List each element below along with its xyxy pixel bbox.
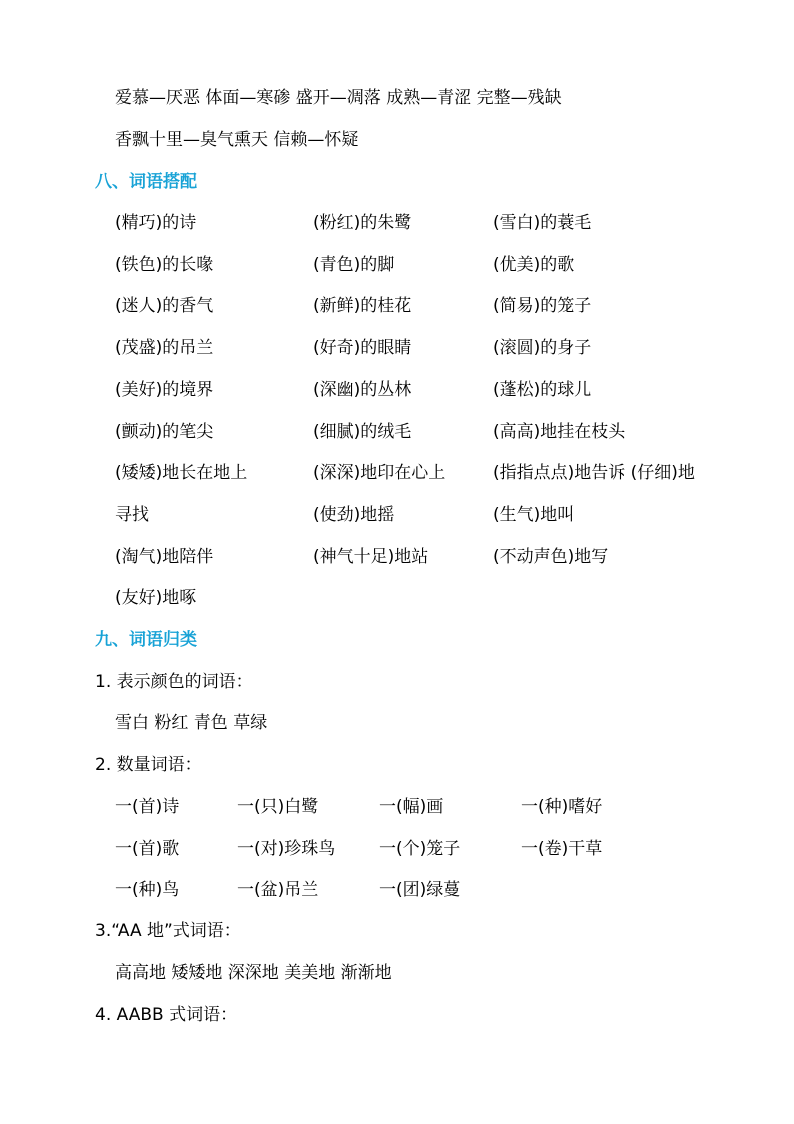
collocation-cell: (茂盛)的吊兰: [115, 338, 214, 358]
collocation-cell: (精巧)的诗: [115, 213, 197, 233]
collocation-cell: (好奇)的眼睛: [313, 338, 412, 358]
collocation-cell: (指指点点)地告诉 (仔细)地: [493, 463, 695, 483]
item-1-label: 1. 表示颜色的词语：: [95, 672, 253, 692]
measure-word-cell: 一(对)珍珠鸟: [237, 839, 336, 859]
collocation-cell: (颤动)的笔尖: [115, 422, 214, 442]
measure-word-cell: 一(首)诗: [115, 797, 180, 817]
collocation-cell: (雪白)的蓑毛: [493, 213, 592, 233]
collocation-cell: (高高)地挂在枝头: [493, 422, 626, 442]
collocation-cell: (粉红)的朱鹭: [313, 213, 412, 233]
collocation-cell: (滚圆)的身子: [493, 338, 592, 358]
collocation-cell: (淘气)地陪伴: [115, 547, 214, 567]
collocation-cell: (使劲)地摇: [313, 505, 395, 525]
collocation-cell: (神气十足)地站: [313, 547, 429, 567]
measure-word-cell: 一(团)绿蔓: [379, 880, 461, 900]
collocation-cell: (迷人)的香气: [115, 296, 214, 316]
collocation-cell: (不动声色)地写: [493, 547, 609, 567]
collocation-cell: (美好)的境界: [115, 380, 214, 400]
item-2-label: 2. 数量词语：: [95, 755, 202, 775]
collocation-cell: (简易)的笼子: [493, 296, 592, 316]
measure-word-cell: 一(个)笼子: [379, 839, 461, 859]
section-9-heading: 九、词语归类: [95, 630, 197, 650]
item-1-words: 雪白 粉红 青色 草绿: [115, 713, 268, 733]
measure-word-cell: 一(种)鸟: [115, 880, 180, 900]
collocation-cell: (深深)地印在心上: [313, 463, 446, 483]
section-8-heading: 八、词语搭配: [95, 172, 197, 192]
collocation-cell: (优美)的歌: [493, 255, 575, 275]
antonyms-line-1: 爱慕—厌恶 体面—寒碜 盛开—凋落 成熟—青涩 完整—残缺: [115, 88, 562, 108]
measure-word-cell: 一(卷)干草: [521, 839, 603, 859]
collocation-cell: (青色)的脚: [313, 255, 395, 275]
collocation-cell: (蓬松)的球儿: [493, 380, 592, 400]
collocation-cell: 寻找: [115, 505, 149, 525]
collocation-cell: (新鲜)的桂花: [313, 296, 412, 316]
collocation-cell: (生气)地叫: [493, 505, 575, 525]
collocation-cell: (细腻)的绒毛: [313, 422, 412, 442]
collocation-cell: (深幽)的丛林: [313, 380, 412, 400]
collocation-cell: (友好)地啄: [115, 588, 197, 608]
collocation-cell: (矮矮)地长在地上: [115, 463, 248, 483]
measure-word-cell: 一(幅)画: [379, 797, 444, 817]
item-3-words: 高高地 矮矮地 深深地 美美地 渐渐地: [115, 963, 392, 983]
item-4-label: 4. AABB 式词语：: [95, 1005, 238, 1025]
item-3-label: 3.“AA 地”式词语：: [95, 921, 241, 941]
measure-word-cell: 一(首)歌: [115, 839, 180, 859]
collocation-cell: (铁色)的长喙: [115, 255, 214, 275]
measure-word-cell: 一(只)白鹭: [237, 797, 319, 817]
antonyms-line-2: 香飘十里—臭气熏天 信赖—怀疑: [115, 130, 359, 150]
measure-word-cell: 一(种)嗜好: [521, 797, 603, 817]
measure-word-cell: 一(盆)吊兰: [237, 880, 319, 900]
